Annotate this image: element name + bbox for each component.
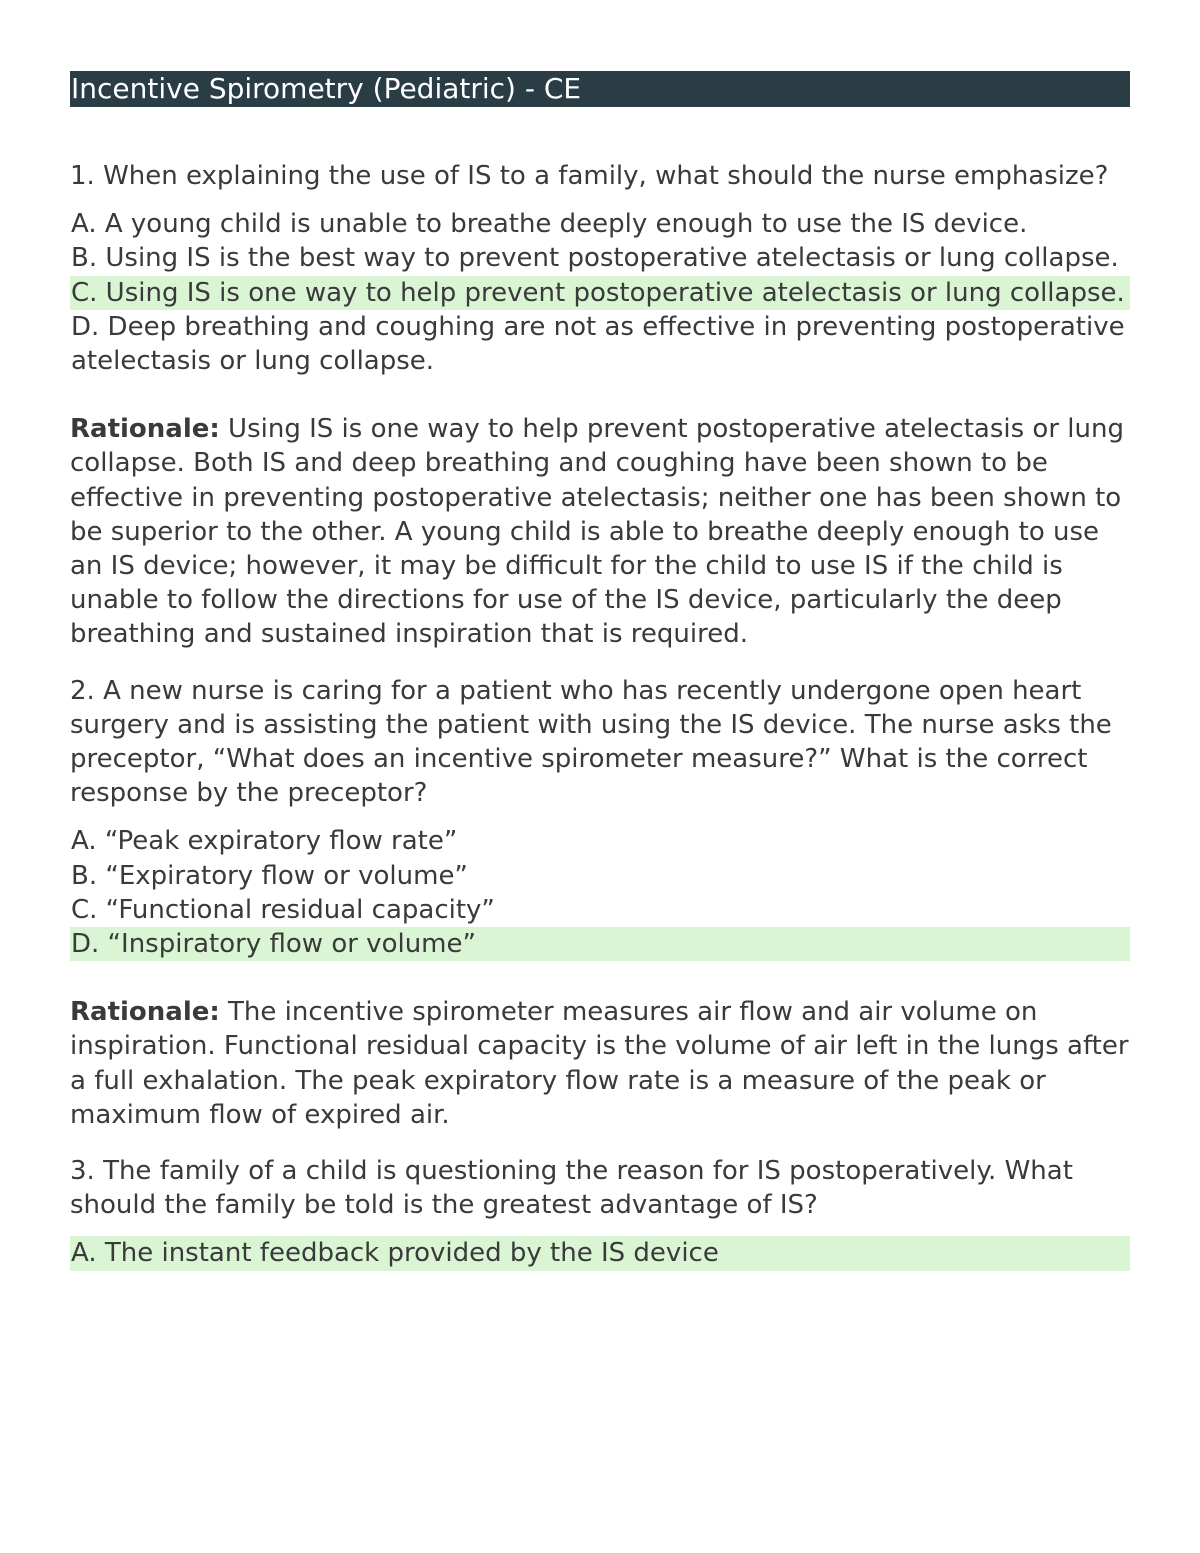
question-1-option-c-correct: C. Using IS is one way to help prevent postoperative atelectasis or lung collapse. [70, 276, 1130, 310]
rationale-text: The incentive spirometer measures air flow and air volume on inspiration. Functional residual capacity is the volume of air left in the lungs after a full exhalation. The peak expiratory flow rate is a measure of the peak or maximum flow of expired air. [70, 997, 1129, 1130]
question-2-stem: 2. A new nurse is caring for a patient who has recently undergone open heart surgery and is assisting the patient with using the IS device. The nurse asks the preceptor, “What does an incentive spirometer measure?” What is the correct response by the preceptor? [70, 675, 1112, 809]
rationale-text: Using IS is one way to help prevent postoperative atelectasis or lung collapse. Both IS and deep breathing and coughing have been shown to be effective in preventing postoperative atelectasis; neither one has been shown to be superior to the other. A young child is able to breathe deeply enough to use an IS device; however, it may be difficult for the child to use IS if the child is unable to follow the directions for use of the IS device, particularly the deep breathing and sustained inspiration that is required. [70, 414, 1124, 650]
question-2-option-c: C. “Functional residual capacity” [71, 894, 495, 925]
question-3-stem: 3. The family of a child is questioning the reason for IS postoperatively. What should the family be told is the greatest advantage of IS? [70, 1156, 1073, 1221]
question-1-option-b: B. Using IS is the best way to prevent postoperative atelectasis or lung collapse. [71, 243, 1119, 274]
question-1-option-d: D. Deep breathing and coughing are not as effective in preventing postoperative atelectasis or lung collapse. [71, 311, 1125, 377]
question-2-option-d-correct: D. “Inspiratory flow or volume” [70, 927, 1130, 961]
document-title: Incentive Spirometry (Pediatric) - CE [70, 71, 1130, 107]
rationale-label: Rationale: [70, 997, 220, 1028]
question-2-option-a: A. “Peak expiratory flow rate” [71, 826, 458, 857]
question-2-rationale [70, 995, 1130, 1132]
question-3-option-a-correct: A. The instant feedback provided by the IS device [70, 1236, 1130, 1270]
document-page [70, 71, 1130, 1271]
rationale-label: Rationale: [70, 414, 220, 445]
question-1-rationale [70, 412, 1130, 651]
question-1-stem: 1. When explaining the use of IS to a family, what should the nurse emphasize? [70, 161, 1109, 191]
question-1-option-a: A. A young child is unable to breathe deeply enough to use the IS device. [71, 209, 1028, 240]
question-2-option-b: B. “Expiratory flow or volume” [71, 860, 468, 891]
